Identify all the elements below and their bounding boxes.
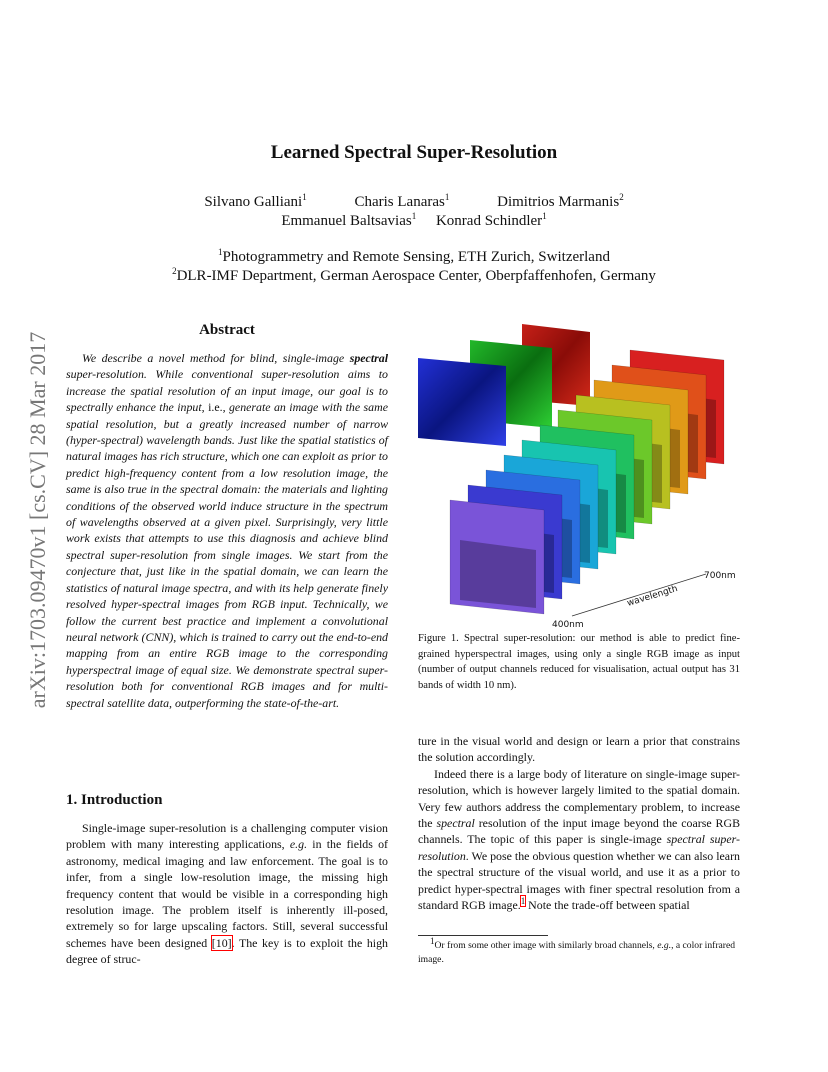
author: Konrad Schindler$^1$ (435, 211, 547, 229)
paper-title: Learned Spectral Super-Resolution (270, 142, 558, 163)
wavelength-tick-high: 700nm (704, 571, 736, 581)
spectral-band-shading (460, 540, 536, 608)
arxiv-id: arXiv:1703.09470v1 [cs.CV] 28 Mar 2017 (25, 331, 50, 709)
authors-row-2 (0, 213, 828, 230)
affiliation-2: $^2$DLR-IMF Department, German Aerospace Center, Oberpfaffenhofen, Germany (172, 266, 656, 284)
citation-link[interactable]: [10] (211, 935, 232, 950)
figure-1 (410, 318, 740, 628)
abstract-heading: Abstract (199, 322, 255, 338)
wavelength-tick-low: 400nm (552, 620, 584, 628)
authors-row-1 (0, 194, 828, 211)
blue-channel-image (418, 358, 506, 446)
author: Dimitrios Marmanis$^2$ (497, 192, 624, 210)
abstract-body: We describe a novel method for blind, single-image spectral super-resolution. While conventional super-resolution aims to increase the spatial resolution of an input image, our goal is to spectrally enhance the input, i.e., generate an image with the same spatial resolution, but a greatly increased number of narrow (hyper-spectral) wavelength bands. Just like the spatial statistics of natural images has rich structure, which one can exploit as prior to predict high-frequency content from a low resolution image, the same is also true in the spectral domain: the materials and lighting conditions of the observed world induce structure in the spectrum of wavelengths observed at a given pixel. Surprisingly, very little work exists that attempts to use this diagnosis and achieve blind spectral super-resolution from single images. We start from the conjecture that, just like in the spatial domain, we can learn the statistics of natural image spectra, and with its help generate finely resolved hyper-spectral images from RGB input. Technically, we follow the current best practice and implement a convolutional neural network (CNN), which is trained to carry out the end-to-end mapping from an entire RGB image to the corresponding hyperspectral image of equal size. We demonstrate spectral super-resolution both for conventional RGB images and for multi-spectral satellite data, outperforming the state-of-the-art. (66, 351, 389, 710)
paragraph-continuation: ture in the visual world and design or learn a prior that constrains the solution accordingly. (418, 734, 740, 765)
figure-1-caption: Figure 1. Spectral super-resolution: our method is able to predict fine-grained hyperspectral images, using only a single RGB image as input (number of output channels reduced for visualisation, actual output has 31 bands of width 10 nm). (418, 633, 740, 691)
footnote: $^1$Or from some other image with similarly broad channels, e.g., a color infrared image. (418, 935, 736, 965)
footnote-link[interactable]: 1 (520, 896, 526, 907)
section-heading-introduction: 1. Introduction (66, 792, 163, 808)
introduction-body: Single-image super-resolution is a challenging computer vision problem with many interesting applications, e.g. in the fields of astronomy, medical imaging and law enforcement. The goal is to infer, from a single low-resolution image, the missing high frequency content that would be visible in a corresponding high resolution image. The problem itself is inherently ill-posed, extremely so for large upscaling factors. Still, several successful schemes have been designed [10]. The key is to exploit the high degree of struc- (66, 821, 388, 967)
figure-1-graphic (410, 318, 740, 628)
author: Silvano Galliani$^1$ (204, 192, 307, 210)
right-column-body (418, 733, 740, 913)
paragraph: Indeed there is a large body of literature on single-image super-resolution, which is however largely limited to the spatial domain. Very few authors address the complementary problem, to increase the spectral resolution of the input image beyond the coarse RGB channels. The topic of this paper is single-image spectral super-resolution. We pose the obvious question whether we can also learn the spectral structure of the visual world, and use it as a prior to predict hyper-spectral images with finer spectral resolution from a standard RGB image.$^1$ Note the trade-off between spatial (418, 766, 740, 913)
wavelength-axis-label: wavelength (625, 583, 680, 609)
affiliation-1: $^1$Photogrammetry and Remote Sensing, ETH Zurich, Switzerland (218, 247, 610, 265)
footnote-rule (418, 935, 548, 936)
author: Charis Lanaras$^1$ (354, 192, 450, 210)
author: Emmanuel Baltsavias$^1$ (281, 211, 417, 229)
abstract-bold-word: spectral (349, 351, 389, 365)
